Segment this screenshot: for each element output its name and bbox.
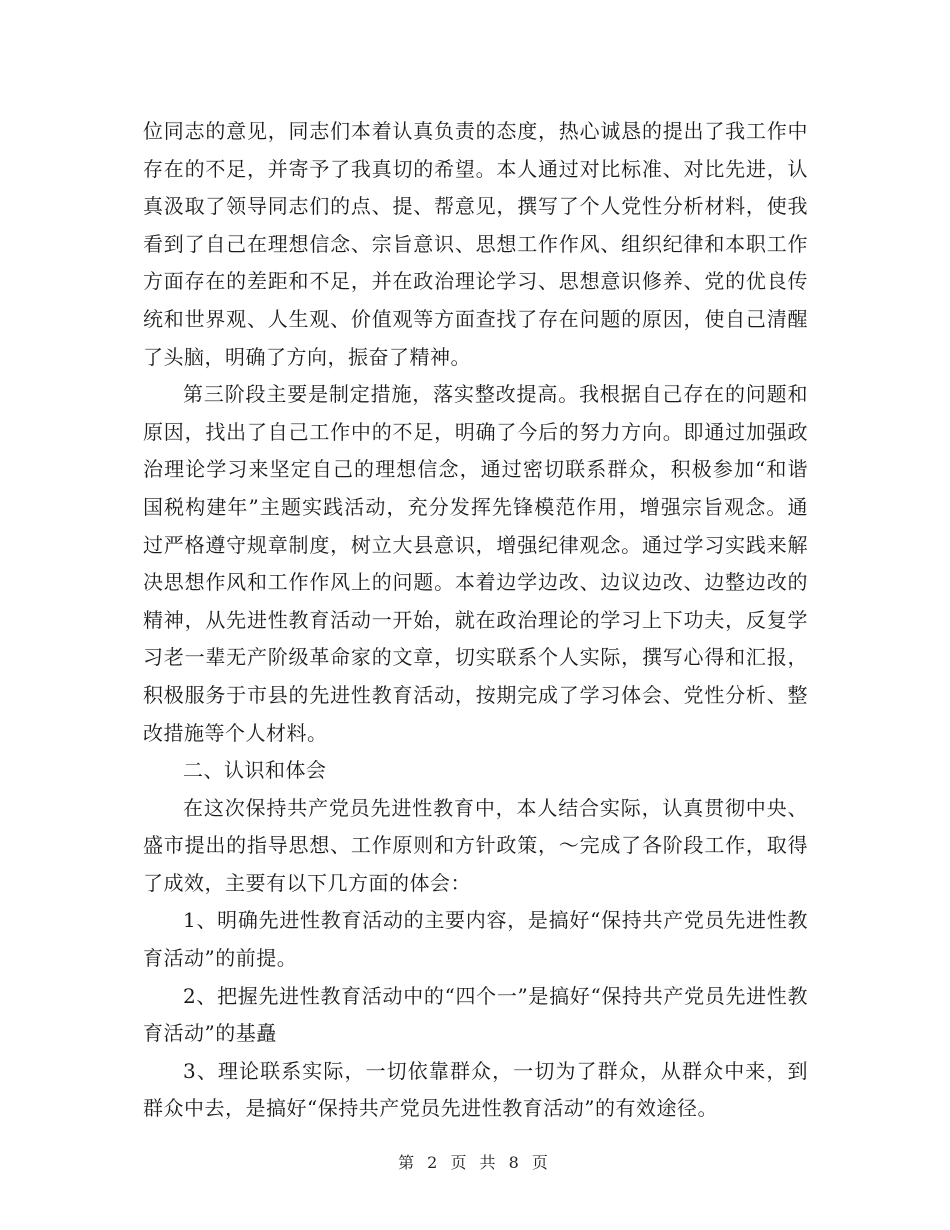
list-item-1: 1、明确先进性教育活动的主要内容，是搞好“保持共产党员先进性教育活动”的前提。 bbox=[143, 908, 808, 971]
paragraph-1: 位同志的意见，同志们本着认真负责的态度，热心诚恳的提出了我工作中存在的不足，并寄予了我真切的希望。本人通过对比标准、对比先进，认真汲取了领导同志们的点、提、帮意见，撰写了个人党性分析材料，使我看到了自己在理想信念、宗旨意识、思想工作作风、组织纪律和本职工作方面存在的差距和不足，并在政治理论学习、思想意识修养、党的优良传统和世界观、人生观、价值观等方面查找了存在问题的原因，使自己清醒了头脑，明确了方向，振奋了精神。 bbox=[143, 119, 808, 369]
section-heading: 二、认识和体会 bbox=[183, 758, 327, 783]
paragraph-2: 第三阶段主要是制定措施，落实整改提高。我根据自己存在的问题和原因，找出了自己工作中的不足，明确了今后的努力方向。即通过加强政治理论学习来坚定自己的理想信念，通过密切联系群众，积极参加“和谐国税构建年”主题实践活动，充分发挥先锋模范作用，增强宗旨观念。通过严格遵守规章制度，树立大县意识，增强纪律观念。通过学习实践来解决思想作风和工作作风上的问题。本着边学边改、边议边改、边整边改的精神，从先进性教育活动一开始，就在政治理论的学习上下功夫，反复学习老一辈无产阶级革命家的文章，切实联系个人实际，撰写心得和汇报，积极服务于市县的先进性教育活动，按期完成了学习体会、党性分析、整改措施等个人材料。 bbox=[143, 382, 808, 745]
list-item-2: 2、把握先进性教育活动中的“四个一”是搞好“保持共产党员先进性教育活动”的基矗 bbox=[143, 983, 808, 1046]
document-body bbox=[143, 113, 808, 1128]
list-item-3: 3、理论联系实际，一切依靠群众，一切为了群众，从群众中来，到群众中去，是搞好“保持共产党员先进性教育活动”的有效途径。 bbox=[143, 1058, 808, 1121]
paragraph-3: 在这次保持共产党员先进性教育中，本人结合实际，认真贯彻中央、盛市提出的指导思想、工作原则和方针政策，～完成了各阶段工作，取得了成效，主要有以下几方面的体会： bbox=[143, 795, 808, 895]
page-footer: 第 2 页 共 8 页 bbox=[398, 1153, 552, 1172]
